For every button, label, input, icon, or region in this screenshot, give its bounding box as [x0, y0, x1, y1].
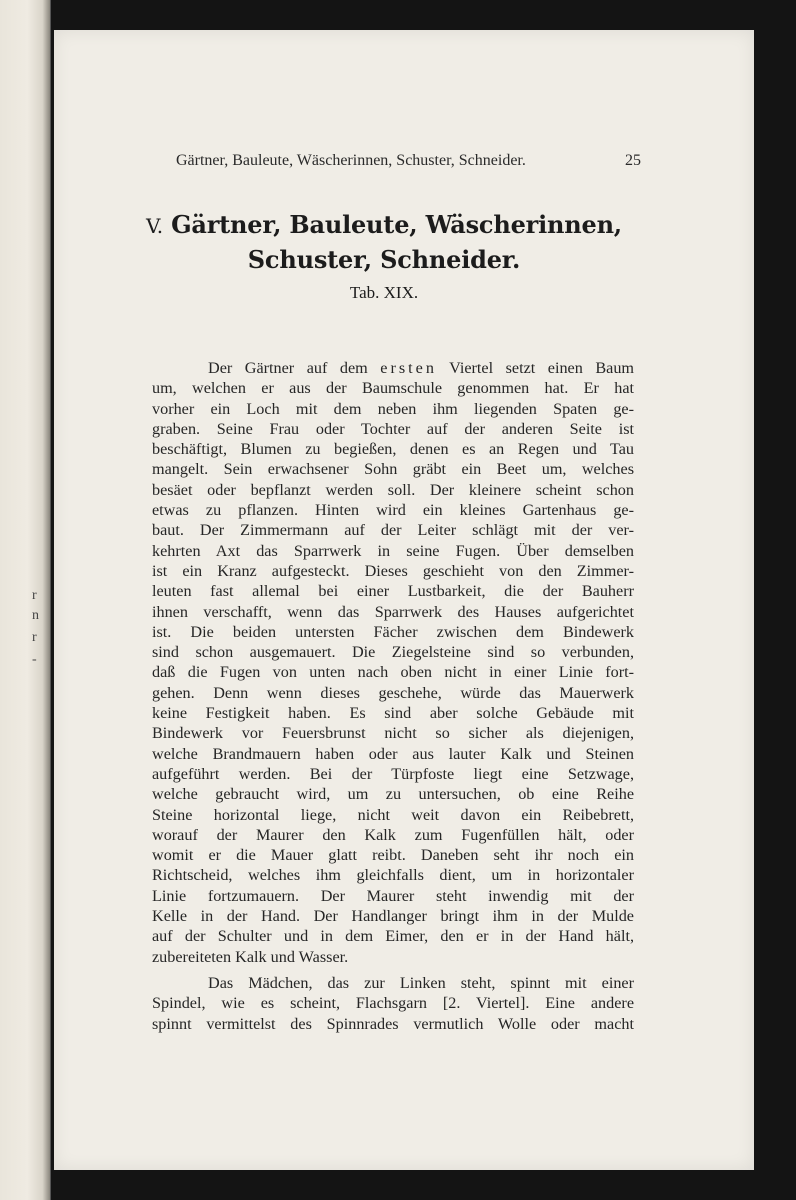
text-line: Spindel, wie es scheint, Flachsgarn [2. Viertel]. Eine andere	[152, 994, 634, 1013]
text-line: ist ein Kranz aufgesteckt. Dieses geschieht von den Zimmer-	[152, 561, 634, 580]
text-line: worauf der Maurer den Kalk zum Fugenfüllen hält, oder	[152, 825, 634, 844]
text-line: etwas zu pflanzen. Hinten wird ein kleines Gartenhaus ge-	[152, 501, 634, 520]
text-line: gehen. Denn wenn dieses geschehe, würde das Mauerwerk	[152, 683, 634, 702]
text-line: womit er die Mauer glatt reibt. Daneben seht ihr noch ein	[152, 846, 634, 865]
text-line: daß die Fugen von unten nach oben nicht in einer Linie fort-	[152, 663, 634, 682]
text-run: Viertel setzt einen Baum	[436, 359, 634, 377]
text-line: welche gebraucht wird, um zu untersuchen, ob eine Reihe	[152, 785, 634, 804]
text-line: Richtscheid, welches ihm gleichfalls dient, um in horizontaler	[152, 866, 634, 885]
text-line: beschäftigt, Blumen zu begießen, denen es an Regen und Tau	[152, 440, 634, 459]
facing-page-fragment: -	[32, 652, 37, 667]
chapter-title-line-1	[144, 208, 624, 243]
plate-reference: Tab. XIX.	[349, 283, 419, 302]
text-line: leuten fast allemal bei einer Lustbarkeit, die der Bauherr	[152, 582, 634, 601]
text-line: Kelle in der Hand. Der Handlanger bringt ihm in der Mulde	[152, 907, 634, 926]
chapter-title-line-2: Schuster, Schneider.	[247, 245, 521, 274]
text-line: sind schon ausgemauert. Die Ziegelsteine sind so verbunden,	[152, 643, 634, 662]
text-line: mangelt. Sein erwachsener Sohn gräbt ein Beet um, welches	[152, 460, 634, 479]
text-line: spinnt vermittelst des Spinnrades vermutlich Wolle oder macht	[152, 1014, 634, 1033]
facing-page-fragment: n	[32, 608, 39, 623]
text-line: Steine horizontal liege, nicht weit davon ein Reibebrett,	[152, 805, 634, 824]
chapter-heading	[144, 208, 624, 307]
running-title: Gärtner, Bauleute, Wäscherinnen, Schuster, Schneider.	[176, 152, 526, 169]
chapter-title-text-1: Gärtner, Bauleute, Wäscherinnen,	[171, 210, 622, 239]
text-line: kehrten Axt das Sparrwerk in seine Fugen. Über demselben	[152, 541, 634, 560]
text-line: besäet oder bepflanzt werden soll. Der kleinere scheint schon	[152, 480, 634, 499]
text-line: um, welchen er aus der Baumschule genommen hat. Er hat	[152, 379, 634, 398]
body-text	[152, 358, 634, 1034]
text-line: Linie fortzumauern. Der Maurer steht inwendig mit der	[152, 886, 634, 905]
paragraph	[152, 973, 634, 1034]
text-line: welche Brandmauern haben oder aus lauter Kalk und Steinen	[152, 744, 634, 763]
chapter-numeral: V.	[146, 214, 163, 238]
text-line: graben. Seine Frau oder Tochter auf der anderen Seite ist	[152, 419, 634, 438]
text-line: baut. Der Zimmermann auf der Leiter schlägt mit der ver-	[152, 521, 634, 540]
text-line: vorher ein Loch mit dem neben ihm liegenden Spaten ge-	[152, 399, 634, 418]
text-run: Der Gärtner auf dem	[208, 359, 381, 377]
page-number: 25	[625, 152, 641, 169]
facing-page-fragment: r	[32, 630, 37, 645]
text-line: ist. Die beiden untersten Fächer zwischen dem Bindewerk	[152, 622, 634, 641]
text-line: Bindewerk vor Feuersbrunst nicht so sicher als diejenigen,	[152, 724, 634, 743]
facing-page-fragment: r	[32, 588, 37, 603]
book-page	[54, 30, 754, 1170]
emphasized-word: ersten	[380, 359, 437, 377]
text-line: zubereiteten Kalk und Wasser.	[152, 947, 349, 966]
paragraph	[152, 358, 634, 967]
text-line	[152, 358, 634, 378]
text-line: aufgeführt werden. Bei der Türpfoste liegt eine Setzwage,	[152, 764, 634, 783]
text-line: auf der Schulter und in dem Eimer, den er in der Hand hält,	[152, 927, 634, 946]
text-line: ihnen verschafft, wenn das Sparrwerk des Hauses aufgerichtet	[152, 602, 634, 621]
facing-page-edge	[0, 0, 51, 1200]
running-header	[176, 152, 641, 174]
text-line: Das Mädchen, das zur Linken steht, spinnt mit einer	[208, 973, 634, 992]
text-line: keine Festigkeit haben. Es sind aber solche Gebäude mit	[152, 704, 634, 723]
